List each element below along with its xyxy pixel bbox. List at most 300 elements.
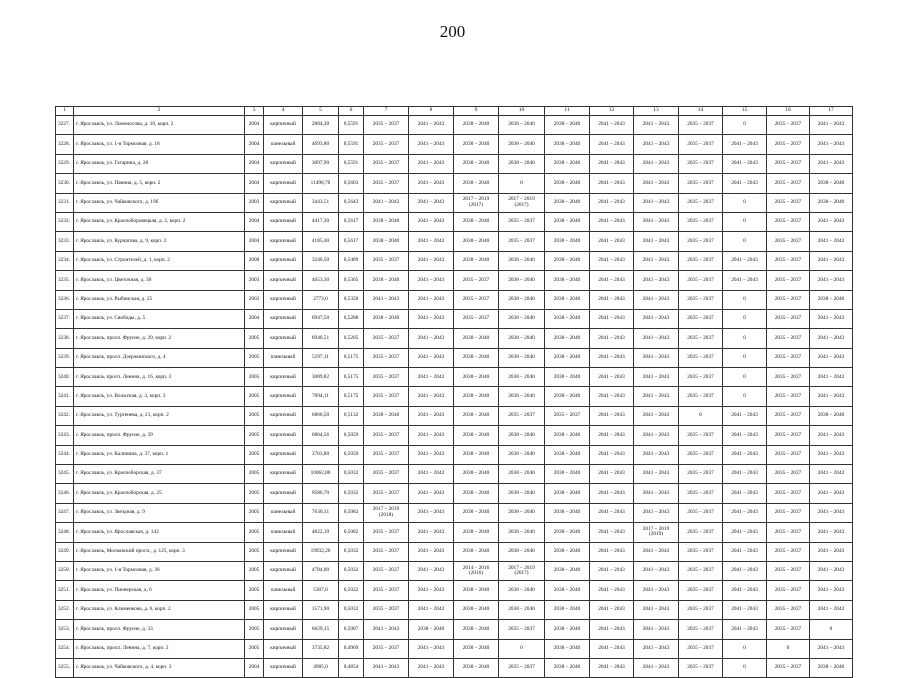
table-cell: 2038 – 2040	[545, 503, 590, 522]
table-cell: кирпичный	[264, 406, 303, 425]
table-cell: 2041 – 2043	[590, 406, 634, 425]
table-cell: 2041 – 2043	[810, 154, 853, 173]
table-cell: 0	[499, 174, 545, 193]
table-cell: 2041 – 2043	[590, 135, 634, 154]
table-cell: 3241.	[56, 387, 74, 406]
table-cell: 2038 – 2040	[499, 348, 545, 367]
table-cell: 2038 – 2040	[499, 581, 545, 600]
column-header: 12	[590, 107, 634, 116]
table-cell: 2035 – 2037	[767, 620, 810, 639]
table-cell: 0	[499, 639, 545, 658]
table-cell: 3238.	[56, 329, 74, 348]
table-cell: 2035 – 2037	[679, 174, 723, 193]
table-cell: 3097,90	[303, 154, 339, 173]
table-cell: 2035 – 2037	[679, 329, 723, 348]
table-cell: 2038 – 2040	[499, 426, 545, 445]
table-cell: 2041 – 2043	[634, 116, 679, 135]
table-cell: 2035 – 2037	[767, 426, 810, 445]
table-cell: 2038 – 2040	[364, 232, 409, 251]
table-cell: 2004	[245, 232, 264, 251]
table-cell: 2035 – 2037	[767, 135, 810, 154]
table-cell: 2041 – 2043	[723, 484, 767, 503]
table-cell: 2041 – 2043	[810, 445, 853, 464]
table-cell: 2041 – 2043	[590, 658, 634, 677]
table-cell: 0,5617	[339, 212, 364, 231]
table-cell: 3250.	[56, 561, 74, 580]
table-cell: 0,5365	[339, 271, 364, 290]
table-cell: 3735,82	[303, 639, 339, 658]
table-cell: 2041 – 2043	[634, 387, 679, 406]
table-cell: 2041 – 2043	[409, 251, 454, 270]
table-row	[56, 581, 853, 600]
table-cell: 2041 – 2043	[590, 368, 634, 387]
table-row	[56, 542, 853, 561]
table-cell: 2041 – 2043	[634, 406, 679, 425]
table-cell: 3231.	[56, 193, 74, 212]
table-cell: 2041 – 2043	[409, 465, 454, 484]
table-cell: 2041 – 2043	[723, 600, 767, 619]
table-cell: 2041 – 2043	[409, 212, 454, 231]
table-cell: 2005	[245, 387, 264, 406]
column-header: 11	[545, 107, 590, 116]
table-row	[56, 561, 853, 580]
table-cell: г. Ярославль, ул. Красноборовецкая, д. 2, корп. 2	[74, 212, 245, 231]
table-cell: 2035 – 2037	[767, 193, 810, 212]
table-cell: 2041 – 2043	[634, 600, 679, 619]
table-cell: 2005	[245, 348, 264, 367]
table-cell: 3235.	[56, 271, 74, 290]
table-cell: 2041 – 2043	[590, 348, 634, 367]
table-cell: 2035 – 2037	[364, 174, 409, 193]
table-cell: 2005	[245, 445, 264, 464]
table-cell: 3246.	[56, 484, 74, 503]
table-cell: 2038 – 2040	[454, 174, 499, 193]
table-cell: 2035 – 2037	[364, 368, 409, 387]
table-cell: 3240.	[56, 368, 74, 387]
table-cell: 2035 – 2037	[499, 406, 545, 425]
table-cell: 0	[723, 387, 767, 406]
table-cell: 3245.	[56, 465, 74, 484]
table-cell: 2041 – 2043	[634, 329, 679, 348]
table-cell: г. Ярославль, ул. Волжская, д. 3, корп. 3	[74, 387, 245, 406]
table-cell: г. Ярославль, ул. Калинина, д. 37, корп. 1	[74, 445, 245, 464]
table-cell: 2035 – 2037	[364, 329, 409, 348]
table-cell: г. Ярославль, ул. Красноборская, д. 25	[74, 484, 245, 503]
column-header: 5	[303, 107, 339, 116]
table-cell: 2038 – 2040	[454, 368, 499, 387]
table-cell: 3248.	[56, 523, 74, 542]
table-cell: 2035 – 2037	[364, 251, 409, 270]
table-cell: 2041 – 2043	[590, 484, 634, 503]
table-cell: 2041 – 2043	[590, 387, 634, 406]
table-cell: кирпичный	[264, 154, 303, 173]
table-cell: 2035 – 2037	[767, 154, 810, 173]
table-cell: 2035 – 2037	[679, 426, 723, 445]
table-cell: 4784,00	[303, 561, 339, 580]
table-cell: 2038 – 2040	[499, 387, 545, 406]
table-cell: 2041 – 2043	[634, 271, 679, 290]
table-cell: 2038 – 2040	[454, 154, 499, 173]
table-cell: 0	[723, 193, 767, 212]
table-cell: 2035 – 2037	[364, 542, 409, 561]
table-cell: 2041 – 2043	[723, 620, 767, 639]
table-cell: 0	[810, 620, 853, 639]
table-cell: кирпичный	[264, 484, 303, 503]
table-cell: 3253.	[56, 620, 74, 639]
table-cell: 2041 – 2043	[409, 561, 454, 580]
table-cell: 2041 – 2043	[634, 309, 679, 328]
table-cell: 2038 – 2040	[499, 290, 545, 309]
table-cell: 0,5059	[339, 445, 364, 464]
table-cell: 3255.	[56, 658, 74, 677]
table-cell: 2038 – 2040	[454, 426, 499, 445]
table-cell: кирпичный	[264, 445, 303, 464]
table-cell: 2041 – 2043	[364, 290, 409, 309]
table-cell: 2035 – 2037	[679, 251, 723, 270]
table-cell: 2041 – 2043	[409, 445, 454, 464]
table-cell: 2038 – 2040	[409, 620, 454, 639]
table-cell: 2035 – 2037	[364, 561, 409, 580]
table-row	[56, 212, 853, 231]
table-cell: 2038 – 2040	[545, 600, 590, 619]
table-cell: 2035 – 2037	[364, 600, 409, 619]
table-cell: 2041 – 2043	[634, 290, 679, 309]
table-cell: кирпичный	[264, 251, 303, 270]
table-cell: 2017 – 2019 (2017)	[499, 561, 545, 580]
table-cell: кирпичный	[264, 309, 303, 328]
table-cell: 3227.	[56, 116, 74, 135]
table-cell: 0,5059	[339, 426, 364, 445]
table-cell: 2038 – 2040	[364, 271, 409, 290]
column-header: 8	[409, 107, 454, 116]
table-cell: 2038 – 2040	[364, 406, 409, 425]
table-cell: 2035 – 2037	[679, 154, 723, 173]
table-cell: 2041 – 2043	[634, 232, 679, 251]
table-cell: 2035 – 2037	[767, 581, 810, 600]
table-cell: 2041 – 2043	[590, 212, 634, 231]
table-cell: 3230.	[56, 174, 74, 193]
table-cell: 0	[723, 348, 767, 367]
column-header: 3	[245, 107, 264, 116]
table-cell: 2041 – 2043	[409, 368, 454, 387]
table-cell: 2041 – 2043	[634, 174, 679, 193]
table-cell: г. Ярославль, просп. Ленина, д. 7, корп. 2	[74, 639, 245, 658]
table-cell: кирпичный	[264, 290, 303, 309]
table-cell: 2017 – 2019 (2019)	[634, 523, 679, 542]
column-header: 9	[454, 107, 499, 116]
table-cell: 2035 – 2037	[767, 251, 810, 270]
table-cell: г. Ярославль, просп. Фрунзе, д. 39, корп. 2	[74, 329, 245, 348]
table-cell: 2773,0	[303, 290, 339, 309]
table-cell: г. Ярославль, ул. Рыбинская, д. 25	[74, 290, 245, 309]
table-cell: 2038 – 2040	[454, 523, 499, 542]
table-cell: 2035 – 2037	[767, 271, 810, 290]
table-row	[56, 600, 853, 619]
table-cell: 0	[723, 232, 767, 251]
table-cell: кирпичный	[264, 193, 303, 212]
table-cell: кирпичный	[264, 212, 303, 231]
table-cell: 2038 – 2040	[454, 212, 499, 231]
table-cell: 2035 – 2037	[767, 329, 810, 348]
table-cell: 2005	[245, 426, 264, 445]
table-cell: 0,4854	[339, 658, 364, 677]
table-cell: 2035 – 2037	[767, 116, 810, 135]
table-cell: кирпичный	[264, 271, 303, 290]
table-cell: 2035 – 2037	[679, 484, 723, 503]
table-cell: 2038 – 2040	[545, 348, 590, 367]
table-cell: 2035 – 2037	[679, 561, 723, 580]
table-cell: 2035 – 2037	[499, 232, 545, 251]
table-cell: 2041 – 2043	[590, 503, 634, 522]
table-cell: 0	[723, 309, 767, 328]
table-row	[56, 406, 853, 425]
table-cell: 0	[723, 658, 767, 677]
table-cell: 2035 – 2037	[679, 620, 723, 639]
table-cell: 7630,31	[303, 503, 339, 522]
table-cell: 2038 – 2040	[499, 329, 545, 348]
table-cell: 2038 – 2040	[454, 251, 499, 270]
table-cell: 2041 – 2043	[590, 116, 634, 135]
table-cell: 2041 – 2043	[810, 387, 853, 406]
table-cell: 0,5591	[339, 154, 364, 173]
table-cell: 2041 – 2043	[723, 154, 767, 173]
table-row	[56, 290, 853, 309]
column-header: 13	[634, 107, 679, 116]
table-row	[56, 484, 853, 503]
table-cell: 2035 – 2037	[679, 271, 723, 290]
table-cell: 2038 – 2040	[545, 620, 590, 639]
table-cell: 2035 – 2037	[364, 116, 409, 135]
table-cell: 2041 – 2043	[634, 503, 679, 522]
table-cell: г. Ярославль, ул. Ярославская, д. 142	[74, 523, 245, 542]
table-cell: панельный	[264, 523, 303, 542]
table-cell: 7094,11	[303, 387, 339, 406]
table-cell: 2038 – 2040	[364, 212, 409, 231]
table-cell: 2041 – 2043	[810, 484, 853, 503]
table-row	[56, 503, 853, 522]
table-cell: 2035 – 2037	[767, 212, 810, 231]
table-cell: 0,5288	[339, 309, 364, 328]
table-cell: кирпичный	[264, 368, 303, 387]
table-cell: 2041 – 2043	[634, 348, 679, 367]
table-cell: 2041 – 2043	[723, 561, 767, 580]
table-cell: 2035 – 2037	[679, 542, 723, 561]
table-cell: 2014 – 2016 (2016)	[454, 561, 499, 580]
table-cell: 2035 – 2037	[767, 290, 810, 309]
table-cell: 2041 – 2043	[409, 484, 454, 503]
table-cell: 2038 – 2040	[810, 658, 853, 677]
table-cell: 2035 – 2037	[499, 658, 545, 677]
table-cell: 2041 – 2043	[810, 581, 853, 600]
table-cell: 2041 – 2043	[409, 581, 454, 600]
table-cell: г. Ярославль, ул. 1-я Тормозная, д. 18	[74, 135, 245, 154]
table-cell: 0	[723, 290, 767, 309]
table-cell: 2038 – 2040	[499, 445, 545, 464]
table-cell: 2038 – 2040	[499, 154, 545, 173]
table-cell: г. Ярославль, ул. Пионерская, д. 6	[74, 581, 245, 600]
table-cell: 11490,70	[303, 174, 339, 193]
table-cell: 2041 – 2043	[409, 523, 454, 542]
table-cell: 2041 – 2043	[409, 503, 454, 522]
table-cell: 2041 – 2043	[634, 542, 679, 561]
table-cell: 2038 – 2040	[454, 406, 499, 425]
table-cell: 6864,56	[303, 426, 339, 445]
table-cell: 2041 – 2043	[409, 639, 454, 658]
table-cell: 2041 – 2043	[810, 503, 853, 522]
table-cell: 2041 – 2043	[810, 309, 853, 328]
table-cell: 2038 – 2040	[545, 465, 590, 484]
table-cell: 2038 – 2040	[454, 232, 499, 251]
table-cell: 2035 – 2037	[364, 639, 409, 658]
table-cell: кирпичный	[264, 329, 303, 348]
table-cell: 2038 – 2040	[545, 368, 590, 387]
table-cell: 2038 – 2040	[454, 542, 499, 561]
table-cell: 0,5032	[339, 600, 364, 619]
table-cell: панельный	[264, 581, 303, 600]
table-cell: 2035 – 2037	[364, 426, 409, 445]
table-cell: 0,5643	[339, 193, 364, 212]
table-cell: 2038 – 2040	[454, 620, 499, 639]
table-cell: 2041 – 2043	[409, 658, 454, 677]
table-cell: 2038 – 2040	[545, 251, 590, 270]
column-header: 1	[56, 107, 74, 116]
table-cell: 2038 – 2040	[454, 484, 499, 503]
table-cell: 4693,80	[303, 135, 339, 154]
table-row	[56, 368, 853, 387]
table-cell: 2000	[245, 251, 264, 270]
table-cell: 2035 – 2037	[679, 658, 723, 677]
table-cell: 2038 – 2040	[545, 523, 590, 542]
table-cell: 2038 – 2040	[499, 309, 545, 328]
table-cell: 2041 – 2043	[409, 329, 454, 348]
table-cell: 2041 – 2043	[634, 484, 679, 503]
table-cell: 3443,51	[303, 193, 339, 212]
table-cell: г. Ярославль, просп. Дзержинского, д. 4	[74, 348, 245, 367]
table-cell: 1571,90	[303, 600, 339, 619]
table-cell: 2035 – 2037	[679, 465, 723, 484]
table-cell: 2038 – 2040	[545, 581, 590, 600]
table-cell: 2005	[245, 329, 264, 348]
table-cell: 2005	[245, 503, 264, 522]
table-cell: 3249.	[56, 542, 74, 561]
table-cell: 2038 – 2040	[454, 503, 499, 522]
table-cell: 2041 – 2043	[590, 465, 634, 484]
table-cell: 2041 – 2043	[810, 348, 853, 367]
table-cell: 2035 – 2037	[679, 193, 723, 212]
table-cell: 2041 – 2043	[810, 212, 853, 231]
table-cell: 2041 – 2043	[409, 135, 454, 154]
table-cell: 2041 – 2043	[634, 368, 679, 387]
table-cell: 2038 – 2040	[499, 465, 545, 484]
table-cell: 2005	[245, 465, 264, 484]
table-cell: 5197,11	[303, 348, 339, 367]
table-cell: 2038 – 2040	[810, 174, 853, 193]
table-cell: 2041 – 2043	[409, 387, 454, 406]
table-cell: 2041 – 2043	[409, 290, 454, 309]
table-cell: 2038 – 2040	[545, 309, 590, 328]
table-cell: 6947,50	[303, 309, 339, 328]
table-cell: 2038 – 2040	[545, 329, 590, 348]
table-cell: 2004	[245, 116, 264, 135]
table-cell: 2041 – 2043	[364, 193, 409, 212]
table-cell: 2041 – 2043	[723, 523, 767, 542]
table-cell: 3237.	[56, 309, 74, 328]
table-cell: 2041 – 2043	[723, 271, 767, 290]
table-cell: 2038 – 2040	[499, 523, 545, 542]
table-cell: 2035 – 2037	[545, 406, 590, 425]
table-row	[56, 465, 853, 484]
table-cell: 2035 – 2037	[454, 309, 499, 328]
table-cell: 0,5591	[339, 135, 364, 154]
table-cell: 2035 – 2037	[679, 503, 723, 522]
table-cell: 0,5617	[339, 232, 364, 251]
table-cell: 2004	[245, 309, 264, 328]
table-cell: 0	[767, 639, 810, 658]
table-cell: 2038 – 2040	[545, 658, 590, 677]
table-cell: кирпичный	[264, 600, 303, 619]
column-header: 2	[74, 107, 245, 116]
table-cell: 2035 – 2037	[499, 212, 545, 231]
table-cell: 2041 – 2043	[590, 445, 634, 464]
table-cell: 2038 – 2040	[454, 329, 499, 348]
table-cell: 2038 – 2040	[454, 135, 499, 154]
table-cell: 2041 – 2043	[409, 406, 454, 425]
table-cell: 2041 – 2043	[634, 426, 679, 445]
table-cell: 2041 – 2043	[723, 445, 767, 464]
table-cell: 3232.	[56, 212, 74, 231]
table-cell: 2035 – 2037	[364, 348, 409, 367]
table-cell: 2035 – 2037	[679, 232, 723, 251]
table-cell: г. Ярославль, ул. Ломоносова, д. 16, корп. 2	[74, 116, 245, 135]
table-cell: 2038 – 2040	[545, 542, 590, 561]
table-cell: 0,5082	[339, 523, 364, 542]
table-cell: 2041 – 2043	[723, 503, 767, 522]
table-cell: 3233.	[56, 232, 74, 251]
table-cell: 2038 – 2040	[810, 193, 853, 212]
table-cell: 3242.	[56, 406, 74, 425]
table-cell: 3254.	[56, 639, 74, 658]
column-header: 4	[264, 107, 303, 116]
table-cell: 2038 – 2040	[499, 116, 545, 135]
table-cell: 2035 – 2037	[679, 581, 723, 600]
table-cell: 2035 – 2037	[364, 135, 409, 154]
table-cell: 2035 – 2037	[767, 484, 810, 503]
table-cell: панельный	[264, 503, 303, 522]
table-cell: 4417,30	[303, 212, 339, 231]
table-cell: 2041 – 2043	[723, 581, 767, 600]
table-cell: 2035 – 2037	[767, 348, 810, 367]
table-cell: 2041 – 2043	[634, 154, 679, 173]
table-cell: 2041 – 2043	[810, 523, 853, 542]
table-row	[56, 348, 853, 367]
table-cell: 2041 – 2043	[810, 426, 853, 445]
table-cell: 2041 – 2043	[810, 542, 853, 561]
table-cell: 2041 – 2043	[409, 193, 454, 212]
table-cell: 6940,51	[303, 329, 339, 348]
table-cell: 4185,40	[303, 232, 339, 251]
table-cell: 2041 – 2043	[590, 271, 634, 290]
table-cell: 2035 – 2037	[767, 406, 810, 425]
table-cell: 19932,20	[303, 542, 339, 561]
table-cell: 3252.	[56, 600, 74, 619]
table-cell: 2035 – 2037	[679, 135, 723, 154]
table-cell: г. Ярославль, ул. Клименкова, д. 6, корп. 2	[74, 600, 245, 619]
table-cell: 2038 – 2040	[545, 561, 590, 580]
table-cell: г. Ярославль, ул. Панина, д. 5, корп. 2	[74, 174, 245, 193]
table-cell: 0	[723, 116, 767, 135]
table-cell: 2038 – 2040	[499, 484, 545, 503]
table-cell: 2017 – 2019 (2017)	[454, 193, 499, 212]
